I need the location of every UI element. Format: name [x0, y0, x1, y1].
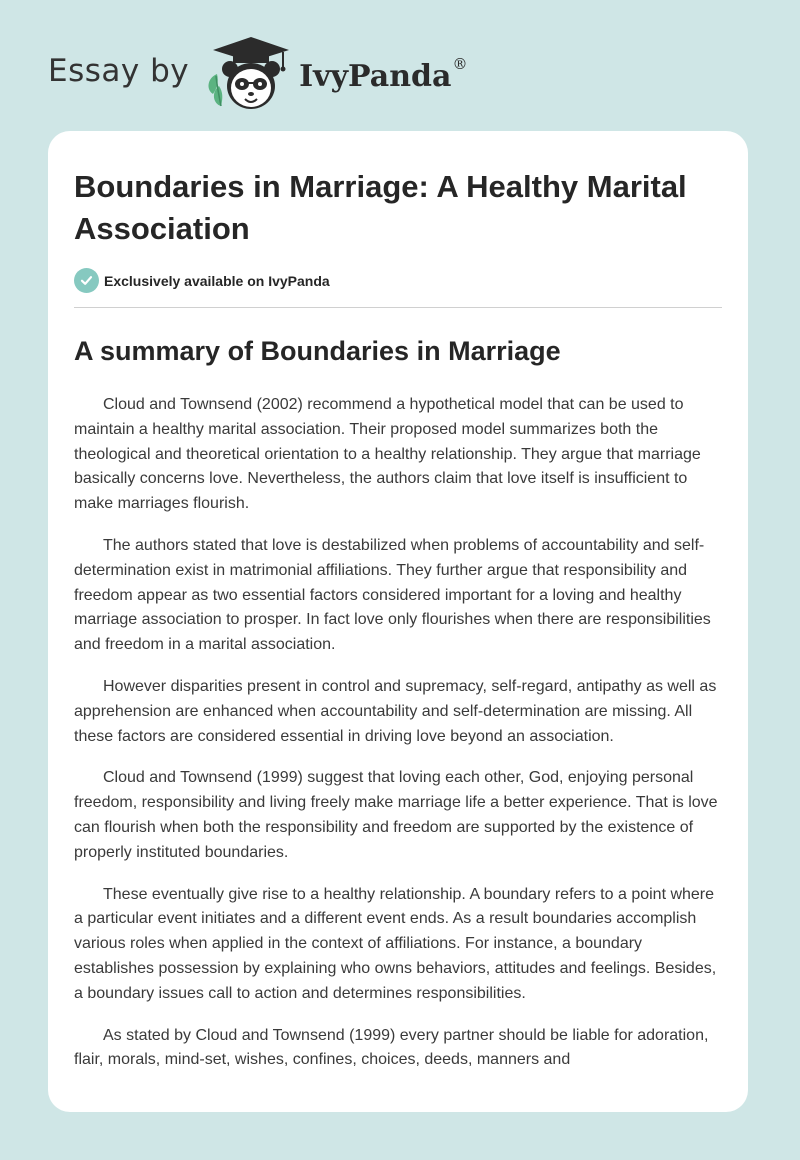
section-title: A summary of Boundaries in Marriage: [74, 336, 561, 366]
brand-name[interactable]: [299, 54, 468, 94]
paragraph: As stated by Cloud and Townsend (1999) every partner should be liable for adoration, flair, morals, mind-set, wishes, confines, choices, deeds, manners and: [74, 1026, 709, 1069]
registered-mark: ®: [452, 54, 468, 73]
essay-card: [48, 131, 748, 1112]
exclusive-badge: [74, 268, 722, 293]
paragraph: The authors stated that love is destabilized when problems of accountability and self-determination exist in matrimonial affiliations. They further argue that responsibility and freedom appear as two essential factors considered important for a loving and healthy marriage association to prosper. In fact love only flourishes when there are responsibilities and freedom in a marital association.: [74, 536, 711, 654]
essay-by-label: Essay by: [48, 53, 190, 89]
essay-body: [74, 393, 722, 1073]
essay-title: Boundaries in Marriage: A Healthy Marital Association: [74, 169, 687, 246]
essay-content: [74, 131, 722, 1090]
check-icon: [74, 268, 99, 293]
paragraph: These eventually give rise to a healthy relationship. A boundary refers to a point where a particular event initiates and a different event ends. As a result boundaries accomplish various roles when applied in the context of affiliations. For instance, a boundary establishes possession by explaining who owns behaviors, attitudes and feelings. Besides, a boundary issues call to action and determines responsibilities.: [74, 885, 717, 1002]
panda-logo-icon[interactable]: [203, 34, 293, 114]
divider: [74, 307, 722, 308]
brand-label: IvyPanda: [299, 58, 452, 94]
paragraph: Cloud and Townsend (1999) suggest that loving each other, God, enjoying personal freedom, responsibility and living freely make marriage life a better experience. That is love can flourish when both the responsibility and freedom are supported by the existence of properly instituted boundaries.: [74, 769, 718, 861]
exclusive-badge-label: Exclusively available on IvyPanda: [104, 272, 330, 289]
paragraph: Cloud and Townsend (2002) recommend a hypothetical model that can be used to maintain a healthy marital association. Their proposed model summarizes both the theological and theoretical orientation to a healthy relationship. They argue that marriage basically concerns love. Nevertheless, the authors claim that love itself is insufficient to make marriages flourish.: [74, 396, 701, 513]
paragraph: However disparities present in control and supremacy, self-regard, antipathy as well as apprehension are enhanced when accountability and self-determination are missing. All these factors are considered essential in driving love beyond an association.: [74, 677, 717, 745]
site-header: [48, 34, 467, 114]
